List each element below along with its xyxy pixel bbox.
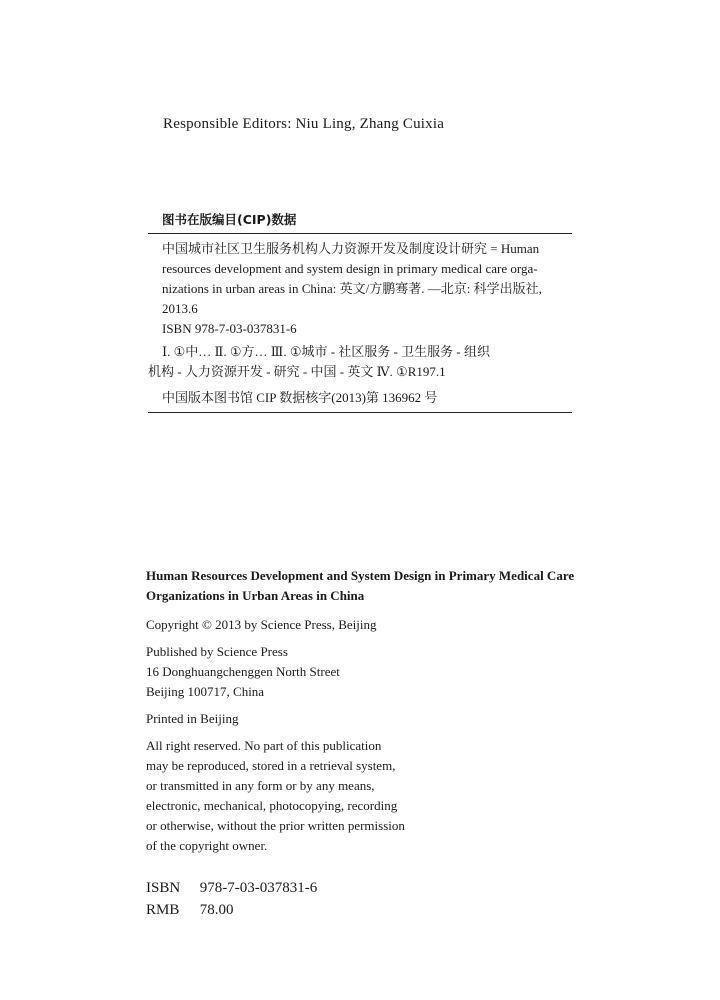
isbn-row: [146, 877, 616, 899]
price-label: RMB: [146, 902, 180, 918]
cip-description: [162, 239, 572, 319]
rights-line: of the copyright owner.: [146, 838, 268, 853]
cip-entry: [148, 234, 572, 339]
imprint-block: [146, 566, 616, 921]
rights-line: electronic, mechanical, photocopying, recording: [146, 798, 398, 813]
publisher-line: 16 Donghuangchenggen North Street: [146, 664, 340, 679]
price-value: 78.00: [199, 902, 234, 918]
cip-number: 中国版本图书馆 CIP 数据核字(2013)第 136962 号: [148, 387, 572, 413]
responsible-editors: Responsible Editors: Niu Ling, Zhang Cuixia: [163, 116, 445, 132]
book-title-line: Human Resources Development and System Design in Primary Medical Care: [146, 568, 575, 583]
cip-description-line: resources development and system design in primary medical care orga-: [162, 261, 538, 276]
publisher-address: [146, 642, 616, 702]
isbn-price: [146, 877, 616, 921]
cip-description-line: nizations in urban areas in China: 英文/方鹏骞著. —北京: 科学出版社,: [162, 281, 542, 296]
rights-line: or otherwise, without the prior written permission: [146, 818, 405, 833]
rights-line: may be reproduced, stored in a retrieval system,: [146, 758, 396, 773]
publisher-line: Published by Science Press: [146, 644, 288, 659]
cip-classification: [148, 342, 572, 382]
cip-isbn: ISBN 978-7-03-037831-6: [162, 321, 297, 336]
price-row: [146, 899, 616, 921]
cip-title: 图书在版编目(CIP)数据: [148, 210, 572, 234]
publisher-line: Beijing 100717, China: [146, 684, 265, 699]
copyright-line: Copyright © 2013 by Science Press, Beijing: [146, 617, 377, 632]
cip-data-block: [148, 210, 572, 413]
rights-statement: [146, 736, 616, 856]
rights-line: All right reserved. No part of this publication: [146, 738, 382, 753]
isbn-label: ISBN: [146, 880, 181, 896]
cip-description-line: 2013.6: [162, 301, 198, 316]
printed-in: Printed in Beijing: [146, 711, 239, 726]
cip-classification-line: 机构 - 人力资源开发 - 研究 - 中国 - 英文 Ⅳ. ①R197.1: [148, 364, 446, 379]
rights-line: or transmitted in any form or by any means,: [146, 778, 375, 793]
cip-description-line: 中国城市社区卫生服务机构人力资源开发及制度设计研究 = Human: [162, 241, 540, 256]
cip-classification-line: Ⅰ. ①中… Ⅱ. ①方… Ⅲ. ①城市 - 社区服务 - 卫生服务 - 组织: [162, 344, 490, 359]
isbn-value: 978-7-03-037831-6: [199, 880, 318, 896]
book-title-line: Organizations in Urban Areas in China: [146, 588, 365, 603]
book-title: [146, 566, 616, 606]
